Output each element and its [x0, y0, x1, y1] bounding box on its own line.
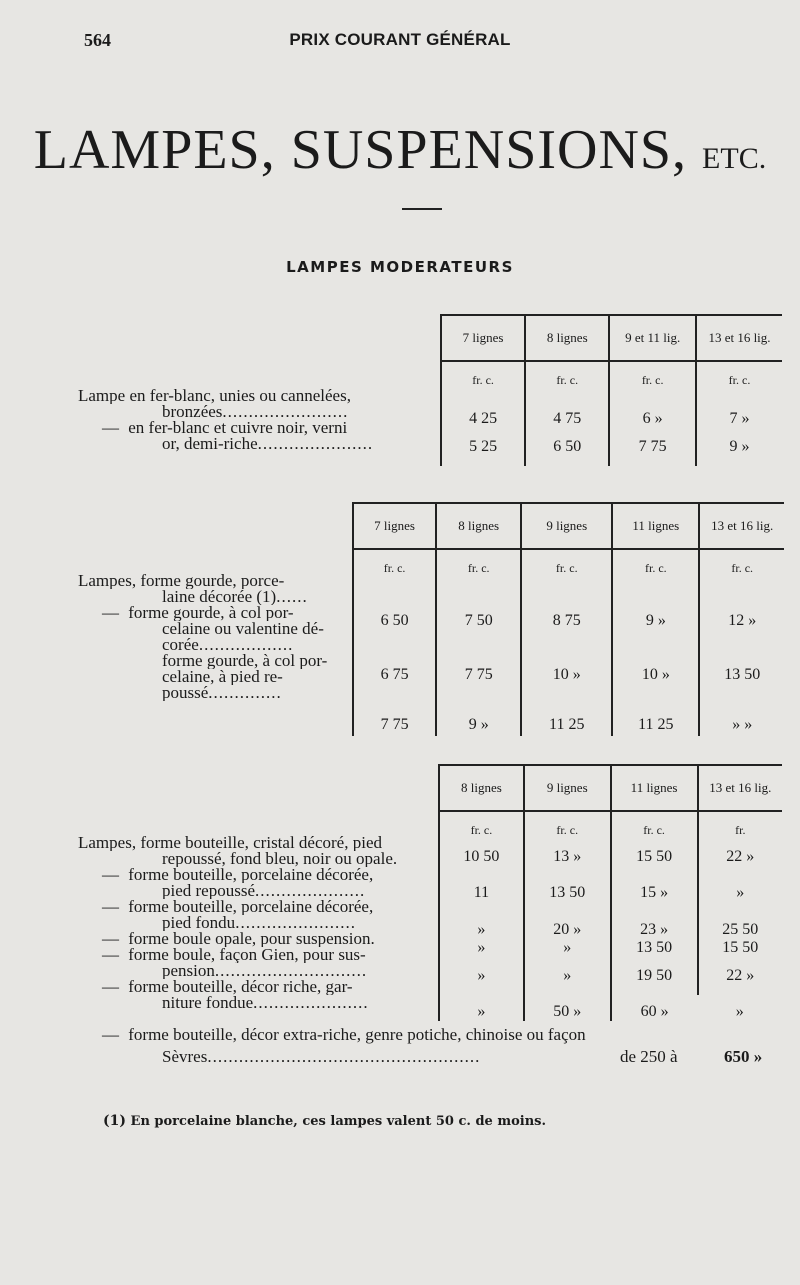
unit-row [353, 549, 784, 576]
unit-cell: fr. c. [353, 549, 436, 576]
price-cell: 6 75 [353, 630, 436, 684]
table2-descriptions [78, 573, 350, 701]
table3-descriptions [78, 835, 436, 1011]
price-cell: 10 » [612, 630, 699, 684]
item-description: Lampes, forme gourde, porce- [78, 573, 285, 589]
unit-cell: fr. c. [609, 361, 696, 388]
section-heading: LAMPES MODERATEURS [286, 258, 514, 276]
running-header [0, 30, 800, 54]
page-number: 564 [84, 30, 111, 50]
item-dash: — [102, 1025, 119, 1044]
table-header-row [441, 315, 782, 361]
item-description: pied repoussé..................... [162, 883, 366, 899]
price-cell: 7 » [696, 388, 782, 428]
price-cell: 10 50 [439, 838, 524, 866]
item-description: pied fondu....................... [162, 915, 356, 931]
price-cell: 13 50 [699, 630, 784, 684]
item-description: forme bouteille, décor extra-riche, genre potiche, chinoise ou façon [128, 1025, 586, 1044]
item-description: celaine ou valentine dé- [162, 621, 324, 637]
price-cell: » [439, 995, 524, 1021]
unit-cell: fr. c. [521, 549, 612, 576]
table-header-row [439, 765, 782, 811]
price-cell: 5 25 [441, 428, 525, 466]
price-cell: 8 75 [521, 576, 612, 630]
price-from: de 250 à [620, 1049, 678, 1065]
price-cell: 50 » [524, 995, 611, 1021]
unit-cell: fr. c. [439, 811, 524, 838]
price-cell: 9 » [436, 684, 521, 736]
item-description: — forme gourde, à col por- [102, 605, 294, 621]
item-description: celaine, à pied re- [162, 669, 283, 685]
price-cell: 22 » [698, 957, 782, 995]
price-cell: 13 50 [611, 939, 698, 957]
price-cell: 11 25 [521, 684, 612, 736]
table-row [353, 576, 784, 630]
table-row [439, 838, 782, 866]
title-rule [402, 208, 442, 210]
item-description: niture fondue...................... [162, 995, 369, 1011]
table-row [353, 630, 784, 684]
price-cell: 7 75 [609, 428, 696, 466]
footnote-number: (1) [103, 1113, 126, 1129]
unit-cell: fr. [698, 811, 782, 838]
price-cell: 23 » [611, 902, 698, 939]
column-header: 9 et 11 lig. [609, 315, 696, 361]
table1-descriptions [78, 388, 440, 452]
price-table-3 [438, 764, 782, 1021]
price-cell: 9 » [612, 576, 699, 630]
item-description: bronzées........................ [162, 404, 349, 420]
running-title: PRIX COURANT GÉNÉRAL [289, 30, 511, 49]
price-cell: 15 50 [611, 838, 698, 866]
price-to: 650 » [724, 1049, 763, 1065]
last-item-line2: Sèvres.................................................... de 250 à 650 » [162, 1049, 763, 1065]
unit-row [439, 811, 782, 838]
price-cell: 11 [439, 866, 524, 902]
column-header: 11 lignes [611, 765, 698, 811]
table-row [439, 957, 782, 995]
unit-cell: fr. c. [699, 549, 784, 576]
price-cell: » [524, 957, 611, 995]
table-header-row [353, 503, 784, 549]
price-cell: 22 » [698, 838, 782, 866]
item-description: pension............................. [162, 963, 368, 979]
item-description: — forme boule opale, pour suspension. [102, 931, 375, 947]
item-description: — forme bouteille, porcelaine décorée, [102, 867, 374, 883]
table-row [439, 866, 782, 902]
item-description: — forme bouteille, porcelaine décorée, [102, 899, 374, 915]
price-cell: 7 75 [353, 684, 436, 736]
table-row [441, 428, 782, 466]
column-header: 7 lignes [441, 315, 525, 361]
table-row [353, 684, 784, 736]
price-cell: 13 50 [524, 866, 611, 902]
price-cell: 15 50 [698, 939, 782, 957]
price-cell: 4 75 [525, 388, 609, 428]
column-header: 8 lignes [436, 503, 521, 549]
price-cell: 13 » [524, 838, 611, 866]
table-row [439, 902, 782, 939]
price-cell: 4 25 [441, 388, 525, 428]
last-item-description [102, 1027, 586, 1043]
column-header: 8 lignes [439, 765, 524, 811]
title-suffix: ETC. [702, 142, 767, 175]
price-cell: 60 » [611, 995, 698, 1021]
column-header: 9 lignes [524, 765, 611, 811]
footnote-text: En porcelaine blanche, ces lampes valent 50 c. de moins. [130, 1114, 547, 1129]
item-description: Sèvres [162, 1049, 208, 1065]
item-description: repoussé, fond bleu, noir ou opale. [162, 851, 398, 867]
unit-cell: fr. c. [696, 361, 782, 388]
unit-cell: fr. c. [611, 811, 698, 838]
page-title [0, 118, 800, 182]
price-cell: 7 50 [436, 576, 521, 630]
column-header: 13 et 16 lig. [698, 765, 782, 811]
unit-cell: fr. c. [524, 811, 611, 838]
price-cell: 10 » [521, 630, 612, 684]
column-header: 13 et 16 lig. [699, 503, 784, 549]
price-cell: » [698, 866, 782, 902]
price-table-2 [352, 502, 784, 736]
column-header: 8 lignes [525, 315, 609, 361]
price-cell: 20 » [524, 902, 611, 939]
column-header: 9 lignes [521, 503, 612, 549]
column-header: 13 et 16 lig. [696, 315, 782, 361]
item-description: forme gourde, à col por- [162, 653, 328, 669]
item-description: Lampes, forme bouteille, cristal décoré, pied [78, 835, 382, 851]
price-cell: 9 » [696, 428, 782, 466]
unit-cell: fr. c. [441, 361, 525, 388]
item-description: Lampe en fer-blanc, unies ou cannelées, [78, 388, 351, 404]
unit-cell: fr. c. [525, 361, 609, 388]
price-cell: » [524, 939, 611, 957]
table-row [439, 995, 782, 1021]
column-header: 7 lignes [353, 503, 436, 549]
price-cell: » » [699, 684, 784, 736]
table-row [441, 388, 782, 428]
price-table-1 [440, 314, 782, 466]
footnote [103, 1113, 546, 1129]
unit-cell: fr. c. [612, 549, 699, 576]
item-description: — en fer-blanc et cuivre noir, verni [102, 420, 348, 436]
item-description: corée.................. [162, 637, 294, 653]
price-cell: » [439, 939, 524, 957]
price-cell: » [439, 957, 524, 995]
price-cell: 25 50 [698, 902, 782, 939]
column-header: 11 lignes [612, 503, 699, 549]
unit-row [441, 361, 782, 388]
unit-cell: fr. c. [436, 549, 521, 576]
item-description: — forme boule, façon Gien, pour sus- [102, 947, 366, 963]
price-cell: 7 75 [436, 630, 521, 684]
price-cell: 19 50 [611, 957, 698, 995]
item-description: laine décorée (1)...... [162, 589, 308, 605]
title-main: LAMPES, SUSPENSIONS, [33, 119, 688, 181]
price-cell: » [439, 902, 524, 939]
price-cell: 12 » [699, 576, 784, 630]
item-description: — forme bouteille, décor riche, gar- [102, 979, 353, 995]
price-cell: 11 25 [612, 684, 699, 736]
price-cell: 6 50 [353, 576, 436, 630]
item-description: or, demi-riche...................... [162, 436, 374, 452]
price-cell: » [735, 1003, 744, 1020]
price-cell: 6 » [609, 388, 696, 428]
price-cell: 15 » [611, 866, 698, 902]
price-cell: 6 50 [525, 428, 609, 466]
table-row [439, 939, 782, 957]
item-description: poussé.............. [162, 685, 282, 701]
